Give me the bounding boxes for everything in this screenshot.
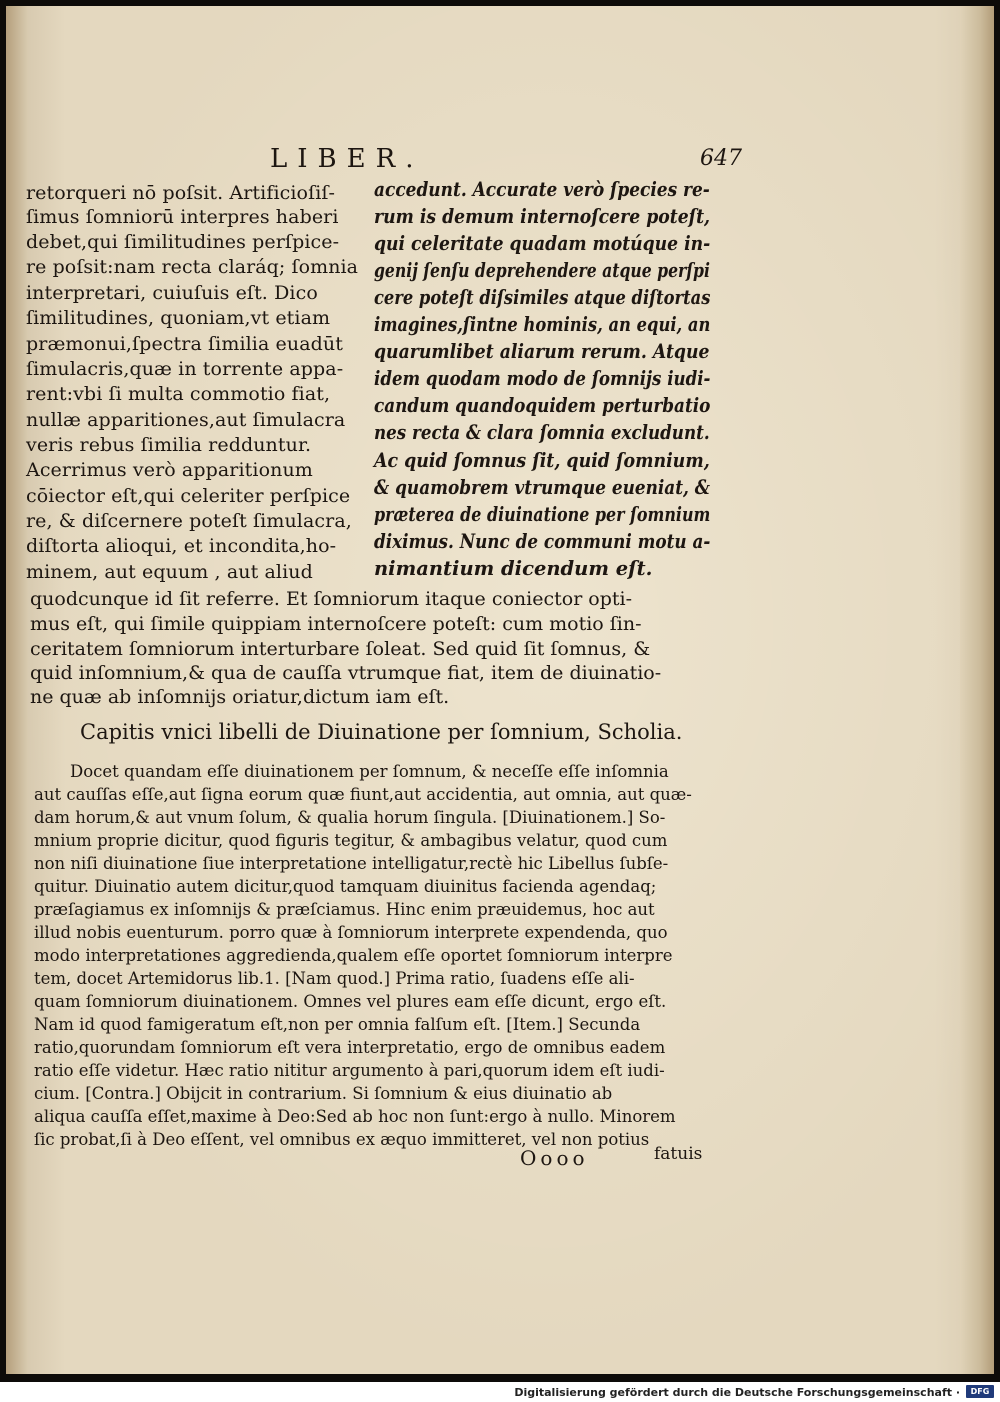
left-column-line: diſtorta alioqui, et incondita,ho-	[26, 535, 337, 557]
left-column-line: rent:vbi ſi multa commotio fiat,	[26, 383, 331, 405]
right-column-line: accedunt. Accurate verò ſpecies re-	[374, 178, 710, 201]
scholia-line: dam horum,& aut vnum ſolum, & qualia horum ſingula. [Diuinationem.] So-	[34, 808, 666, 827]
scholia-line: modo interpretationes aggredienda,qualem eſſe oportet ſomniorum interpre	[34, 946, 673, 965]
scholia-line: ratio eſſe videtur. Hæc ratio nititur argumento à pari,quorum idem eſt iudi-	[34, 1061, 665, 1080]
right-column-line: candum quandoquidem perturbatio	[374, 394, 711, 417]
left-column-line: retorqueri nō poſsit. Artificioſiſ-	[26, 182, 336, 204]
left-column-line: cōiector eſt,qui celeriter perſpice	[26, 485, 351, 507]
page-number: 647	[700, 146, 742, 171]
right-column-line: nes recta & clara ſomnia excludunt.	[374, 421, 710, 444]
left-column-line: re poſsit:nam recta claráq; ſomnia	[26, 256, 359, 278]
scholia-line: ratio,quorundam ſomniorum eſt vera interpretatio, ergo de omnibus eadem	[34, 1038, 666, 1057]
right-column-line: qui celeritate quadam motúque in-	[374, 232, 711, 255]
body-line: ceritatem ſomniorum interturbare ſoleat. Sed quid ſit ſomnus, &	[30, 638, 651, 660]
scholia-line: Docet quandam eſſe diuinationem per ſomnum, & neceſſe eſſe inſomnia	[70, 762, 669, 781]
body-line: mus eſt, qui ſimile quippiam internoſcere poteſt: cum motio ſin-	[30, 613, 642, 635]
right-column-line: diximus. Nunc de communi motu a-	[374, 530, 711, 553]
right-column-line: quarumlibet aliarum rerum. Atque	[374, 340, 710, 363]
running-title: LIBER.	[270, 144, 424, 174]
body-line: ne quæ ab inſomnijs oriatur,dictum iam eſt.	[30, 686, 450, 708]
left-column-line: re, & diſcernere poteſt ſimulacra,	[26, 510, 352, 532]
dfg-logo-icon: DFG	[966, 1385, 994, 1398]
right-column-line: Ac quid ſomnus ſit, quid ſomnium,	[374, 449, 710, 472]
right-column-line: imagines,ſintne hominis, an equi, an	[374, 313, 711, 336]
scholia-line: illud nobis euenturum. porro quæ à ſomniorum interprete expendenda, quo	[34, 923, 668, 942]
left-column-line: ſimulacris,quæ in torrente appa-	[26, 358, 344, 380]
right-column-line: cere poteſt diſsimiles atque diſtortas	[374, 286, 711, 309]
signature-mark: Oooo	[520, 1146, 589, 1170]
scholia-line: aut cauſſas eſſe,aut ſigna eorum quæ fiunt,aut accidentia, aut omnia, aut quæ-	[34, 785, 692, 804]
right-column-line: genij ſenſu deprehendere atque perſpi	[374, 259, 710, 282]
page-edge-right	[960, 6, 994, 1374]
left-column-line: veris rebus ſimilia redduntur.	[26, 434, 312, 456]
left-column-line: ſimus ſomniorū interpres haberi	[26, 206, 339, 228]
right-column-line: præterea de diuinatione per ſomnium	[374, 503, 711, 526]
scholia-heading: Capitis vnici libelli de Diuinatione per ſomnium, Scholia.	[80, 720, 683, 744]
right-column-line: idem quodam modo de ſomnijs iudi-	[374, 367, 711, 390]
left-column-line: debet,qui ſimilitudines perſpice-	[26, 231, 340, 253]
scholia-line: ſic probat,ſi à Deo eſſent, vel omnibus ex æquo immitteret, vel non potius	[34, 1130, 650, 1149]
scholia-line: tem, docet Artemidorus lib.1. [Nam quod.] Prima ratio, ſuadens eſſe ali-	[34, 969, 635, 988]
scholia-line: Nam id quod famigeratum eſt,non per omnia falſum eſt. [Item.] Secunda	[34, 1015, 641, 1034]
body-line: quid inſomnium,& qua de cauſſa vtrumque fiat, item de diuinatio-	[30, 662, 662, 684]
left-column-line: præmonui,ſpectra ſimilia euadūt	[26, 333, 343, 355]
left-column-line: ſimilitudines, quoniam,vt etiam	[26, 307, 331, 329]
right-column-line: & quamobrem vtrumque eueniat, &	[374, 476, 711, 499]
left-column-line: minem, aut equum , aut aliud	[26, 561, 313, 583]
page-gutter-left	[6, 6, 28, 1374]
catchword: fatuis	[654, 1144, 703, 1164]
scholia-line: cium. [Contra.] Obijcit in contrarium. Si ſomnium & eius diuinatio ab	[34, 1084, 613, 1103]
scholia-line: quam ſomniorum diuinationem. Omnes vel plures eam eſſe dicunt, ergo eſt.	[34, 992, 667, 1011]
left-column-line: nullæ apparitiones,aut ſimulacra	[26, 409, 346, 431]
right-column-line: rum is demum internoſcere poteſt,	[374, 205, 711, 228]
scholia-line: aliqua cauſſa eſſet,maxime à Deo:Sed ab hoc non ſunt:ergo à nullo. Minorem	[34, 1107, 676, 1126]
digitization-credit: Digitalisierung gefördert durch die Deutsche Forschungsgemeinschaft ·	[514, 1386, 960, 1399]
body-line: quodcunque id ſit referre. Et ſomniorum itaque coniector opti-	[30, 588, 633, 610]
scholia-line: quitur. Diuinatio autem dicitur,quod tamquam diuinitus facienda agendaq;	[34, 877, 657, 896]
right-column-line: nimantium dicendum eſt.	[374, 557, 653, 580]
scholia-line: non niſi diuinatione ſiue interpretatione intelligatur,rectè hic Libellus ſubſe-	[34, 854, 669, 873]
left-column-line: Acerrimus verò apparitionum	[26, 459, 313, 481]
scholia-line: præſagiamus ex inſomnijs & præſciamus. Hinc enim præuidemus, hoc aut	[34, 900, 655, 919]
left-column-line: interpretari, cuiuſuis eſt. Dico	[26, 282, 318, 304]
scholia-line: mnium proprie dicitur, quod figuris tegitur, & ambagibus velatur, quod cum	[34, 831, 668, 850]
